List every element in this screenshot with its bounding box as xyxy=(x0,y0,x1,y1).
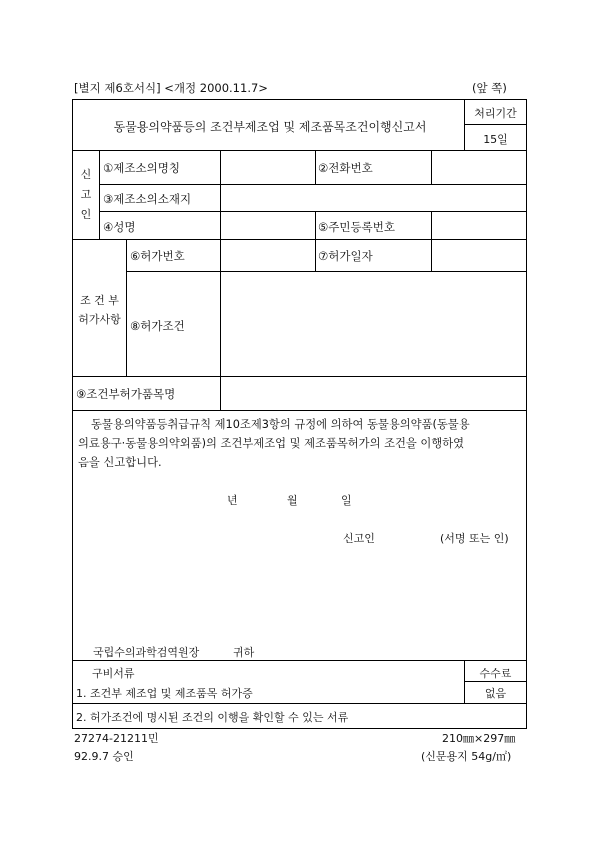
field-permit-number-input[interactable] xyxy=(221,240,314,270)
paper-spec: (신문용지 54g/㎡) xyxy=(421,750,512,763)
field-permit-conditions-label: ⑧허가조건 xyxy=(130,319,185,333)
processing-period-label: 처리기간 xyxy=(474,107,517,120)
field-permit-date-input[interactable] xyxy=(432,240,525,270)
fee-value: 없음 xyxy=(484,687,507,700)
field-permit-conditions-input[interactable] xyxy=(221,272,525,375)
field-name-label: ④성명 xyxy=(103,220,136,234)
recipient-name: 국립수의과학검역원장 xyxy=(93,646,200,659)
field-facility-address-label: ③제조소의소재지 xyxy=(103,192,192,206)
date-month-label: 월 xyxy=(287,494,298,507)
required-documents-title: 구비서류 xyxy=(92,667,135,680)
field-resident-number-label: ⑤주민등록번호 xyxy=(318,220,395,234)
applicant-signature-label: 신고인 xyxy=(343,532,375,545)
signature-note: (서명 또는 인) xyxy=(440,532,509,545)
required-document-1: 1. 조건부 제조업 및 제조품목 허가증 xyxy=(76,687,253,700)
date-year-label: 년 xyxy=(227,494,238,507)
recipient-suffix: 귀하 xyxy=(233,646,255,659)
form-number: [별지 제6호서식] <개정 2000.11.7> xyxy=(74,81,268,95)
field-name-input[interactable] xyxy=(221,212,314,238)
processing-period-value: 15일 xyxy=(483,133,508,146)
approval-date: 92.9.7 승인 xyxy=(74,750,134,763)
field-resident-number-input[interactable] xyxy=(432,212,525,238)
fee-label: 수수료 xyxy=(479,667,512,680)
field-facility-name-input[interactable] xyxy=(221,151,314,183)
field-item-name-input[interactable] xyxy=(221,377,525,409)
field-facility-name-label: ①제조소의명칭 xyxy=(103,161,180,175)
field-phone-input[interactable] xyxy=(432,151,525,183)
page-side-label: (앞 쪽) xyxy=(472,81,507,95)
field-phone-label: ②전화번호 xyxy=(318,161,373,175)
date-day-label: 일 xyxy=(341,494,352,507)
field-permit-number-label: ⑥허가번호 xyxy=(130,249,185,263)
form-code: 27274-21211민 xyxy=(74,732,159,745)
paper-size: 210㎜×297㎜ xyxy=(442,732,516,745)
required-document-2: 2. 허가조건에 명시된 조건의 이행을 확인할 수 있는 서류 xyxy=(76,711,349,724)
field-permit-date-label: ⑦허가일자 xyxy=(318,249,373,263)
field-facility-address-input[interactable] xyxy=(221,185,525,210)
field-item-name-label: ⑨조건부허가품목명 xyxy=(76,387,176,401)
form-title: 동물용의약품등의 조건부제조업 및 제조품목조건이행신고서 xyxy=(113,120,427,134)
